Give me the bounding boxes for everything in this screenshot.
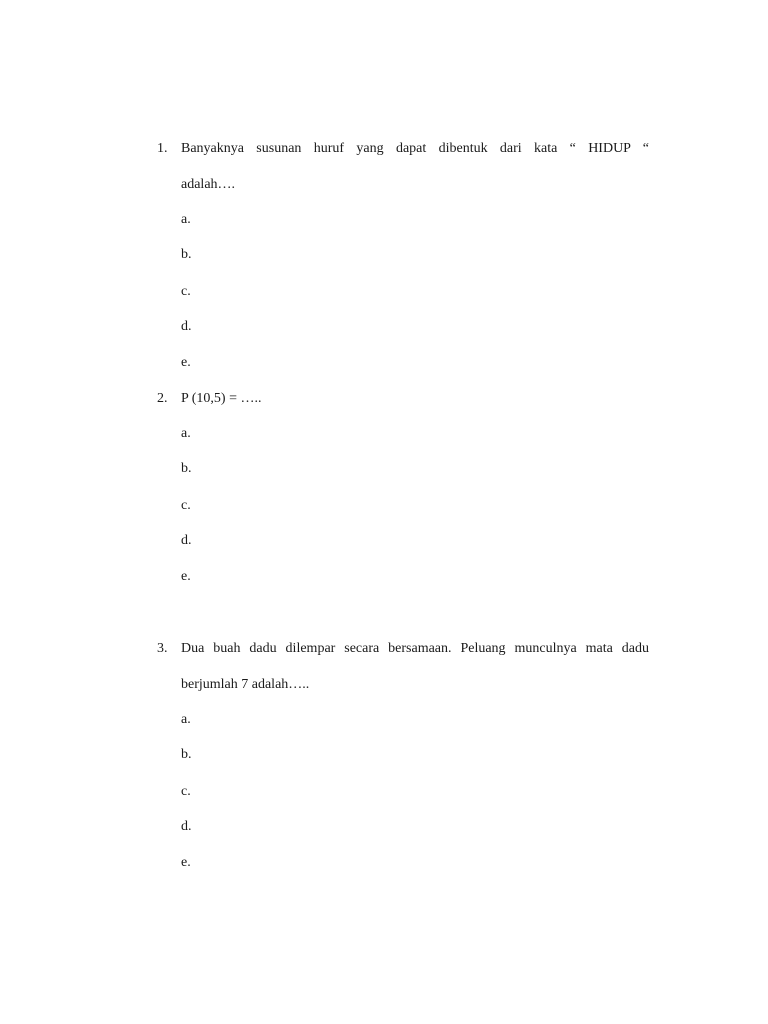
question-text-line-2: adalah…. xyxy=(181,177,236,192)
option-c: c. xyxy=(181,498,191,513)
option-a: a. xyxy=(181,212,191,227)
question-text-line-2: berjumlah 7 adalah….. xyxy=(181,677,310,692)
option-e: e. xyxy=(181,569,191,584)
option-a: a. xyxy=(181,712,191,727)
option-b: b. xyxy=(181,247,192,262)
option-c: c. xyxy=(181,784,191,799)
option-e: e. xyxy=(181,355,191,370)
option-d: d. xyxy=(181,319,192,334)
option-a: a. xyxy=(181,426,191,441)
question-number: 1. xyxy=(157,141,168,156)
option-b: b. xyxy=(181,461,192,476)
question-text-line-1: Banyaknya susunan huruf yang dapat dibentuk dari kata “ HIDUP “ xyxy=(181,141,649,156)
option-c: c. xyxy=(181,284,191,299)
option-d: d. xyxy=(181,533,192,548)
option-e: e. xyxy=(181,855,191,870)
question-number: 3. xyxy=(157,641,168,656)
option-b: b. xyxy=(181,747,192,762)
question-text-line-1: P (10,5) = ….. xyxy=(181,391,262,406)
question-text-line-1: Dua buah dadu dilempar secara bersamaan. Peluang munculnya mata dadu xyxy=(181,641,649,656)
question-number: 2. xyxy=(157,391,168,406)
option-d: d. xyxy=(181,819,192,834)
